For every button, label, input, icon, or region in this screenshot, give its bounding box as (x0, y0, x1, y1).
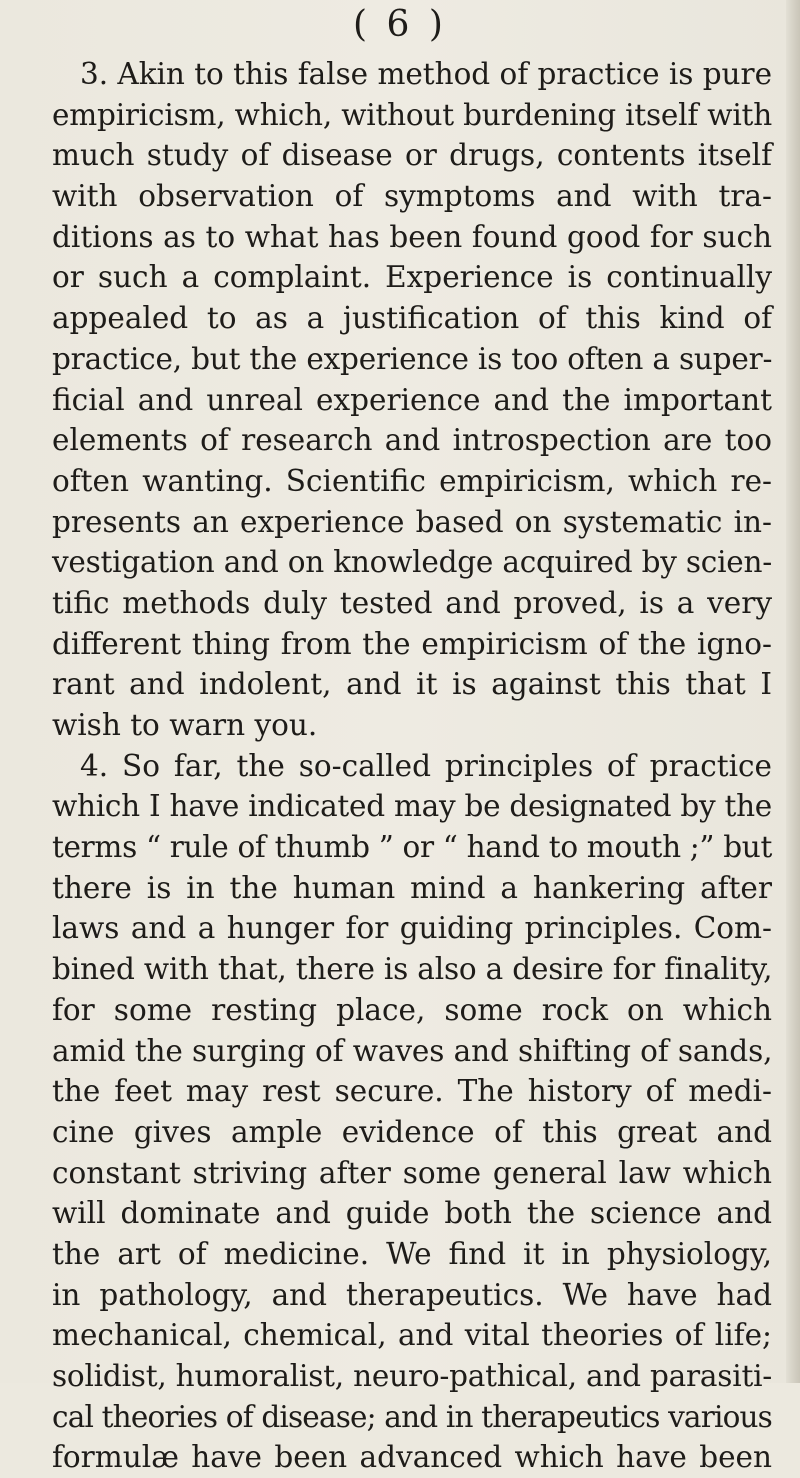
text-line: amid the surging of waves and shifting of sands, (52, 1033, 773, 1068)
text-line: laws and a hunger for guiding principles. Com- (52, 911, 772, 946)
text-line: ficial and unreal experience and the important (52, 382, 772, 417)
text-line: presents an experience based on systematic in- (52, 504, 772, 539)
text-line: for some resting place, some rock on which (52, 992, 772, 1027)
text-line: cal theories of disease; and in therapeutics various (52, 1399, 772, 1434)
text-line: elements of research and introspection are too (52, 423, 772, 458)
text-line: rant and indolent, and it is against this that I (52, 667, 772, 702)
text-line: much study of disease or drugs, contents itself (52, 138, 772, 173)
text-line: the art of medicine. We find it in physiology, (52, 1236, 772, 1271)
text-line: wish to warn you. (52, 708, 318, 742)
text-line: or such a complaint. Experience is continually (52, 260, 772, 295)
text-line: terms “ rule of thumb ” or “ hand to mouth ;” but (52, 830, 772, 865)
text-line: different thing from the empiricism of the igno- (52, 626, 772, 661)
text-line: empiricism, which, without burdening itself with (52, 97, 772, 132)
paragraph-4 (52, 746, 772, 1478)
paragraph-3 (52, 54, 772, 746)
text-line: with observation of symptoms and with tra- (52, 179, 772, 214)
text-line: ditions as to what has been found good for such (52, 219, 772, 254)
text-line: constant striving after some general law which (52, 1155, 772, 1190)
page-edge-shadow (786, 0, 800, 1383)
text-line: often wanting. Scientific empiricism, which re- (52, 463, 772, 498)
body-text (52, 54, 772, 1478)
text-line: tific methods duly tested and proved, is a very (52, 585, 772, 620)
text-line: formulæ have been advanced which have been (52, 1440, 772, 1475)
text-line: solidist, humoralist, neuro-pathical, and parasiti- (52, 1359, 773, 1393)
text-line: practice, but the experience is too often a super- (52, 341, 773, 376)
text-line: vestigation and on knowledge acquired by scien- (52, 545, 772, 580)
text-line: there is in the human mind a hankering after (52, 870, 772, 905)
text-line: appealed to as a justification of this kind of (52, 301, 772, 336)
text-line: in pathology, and therapeutics. We have had (52, 1277, 772, 1312)
page-number: ( 6 ) (353, 4, 447, 45)
text-line: bined with that, there is also a desire for finality, (52, 952, 773, 987)
text-line: the feet may rest secure. The history of medi- (52, 1074, 772, 1109)
text-line: which I have indicated may be designated by the (52, 789, 772, 824)
text-line: 4. So far, the so-called principles of practice (80, 748, 772, 783)
text-line: mechanical, chemical, and vital theories of life; (52, 1318, 772, 1353)
text-line: cine gives ample evidence of this great and (52, 1114, 772, 1149)
text-line: will dominate and guide both the science and (52, 1196, 772, 1231)
text-line: 3. Akin to this false method of practice is pure (80, 57, 772, 91)
